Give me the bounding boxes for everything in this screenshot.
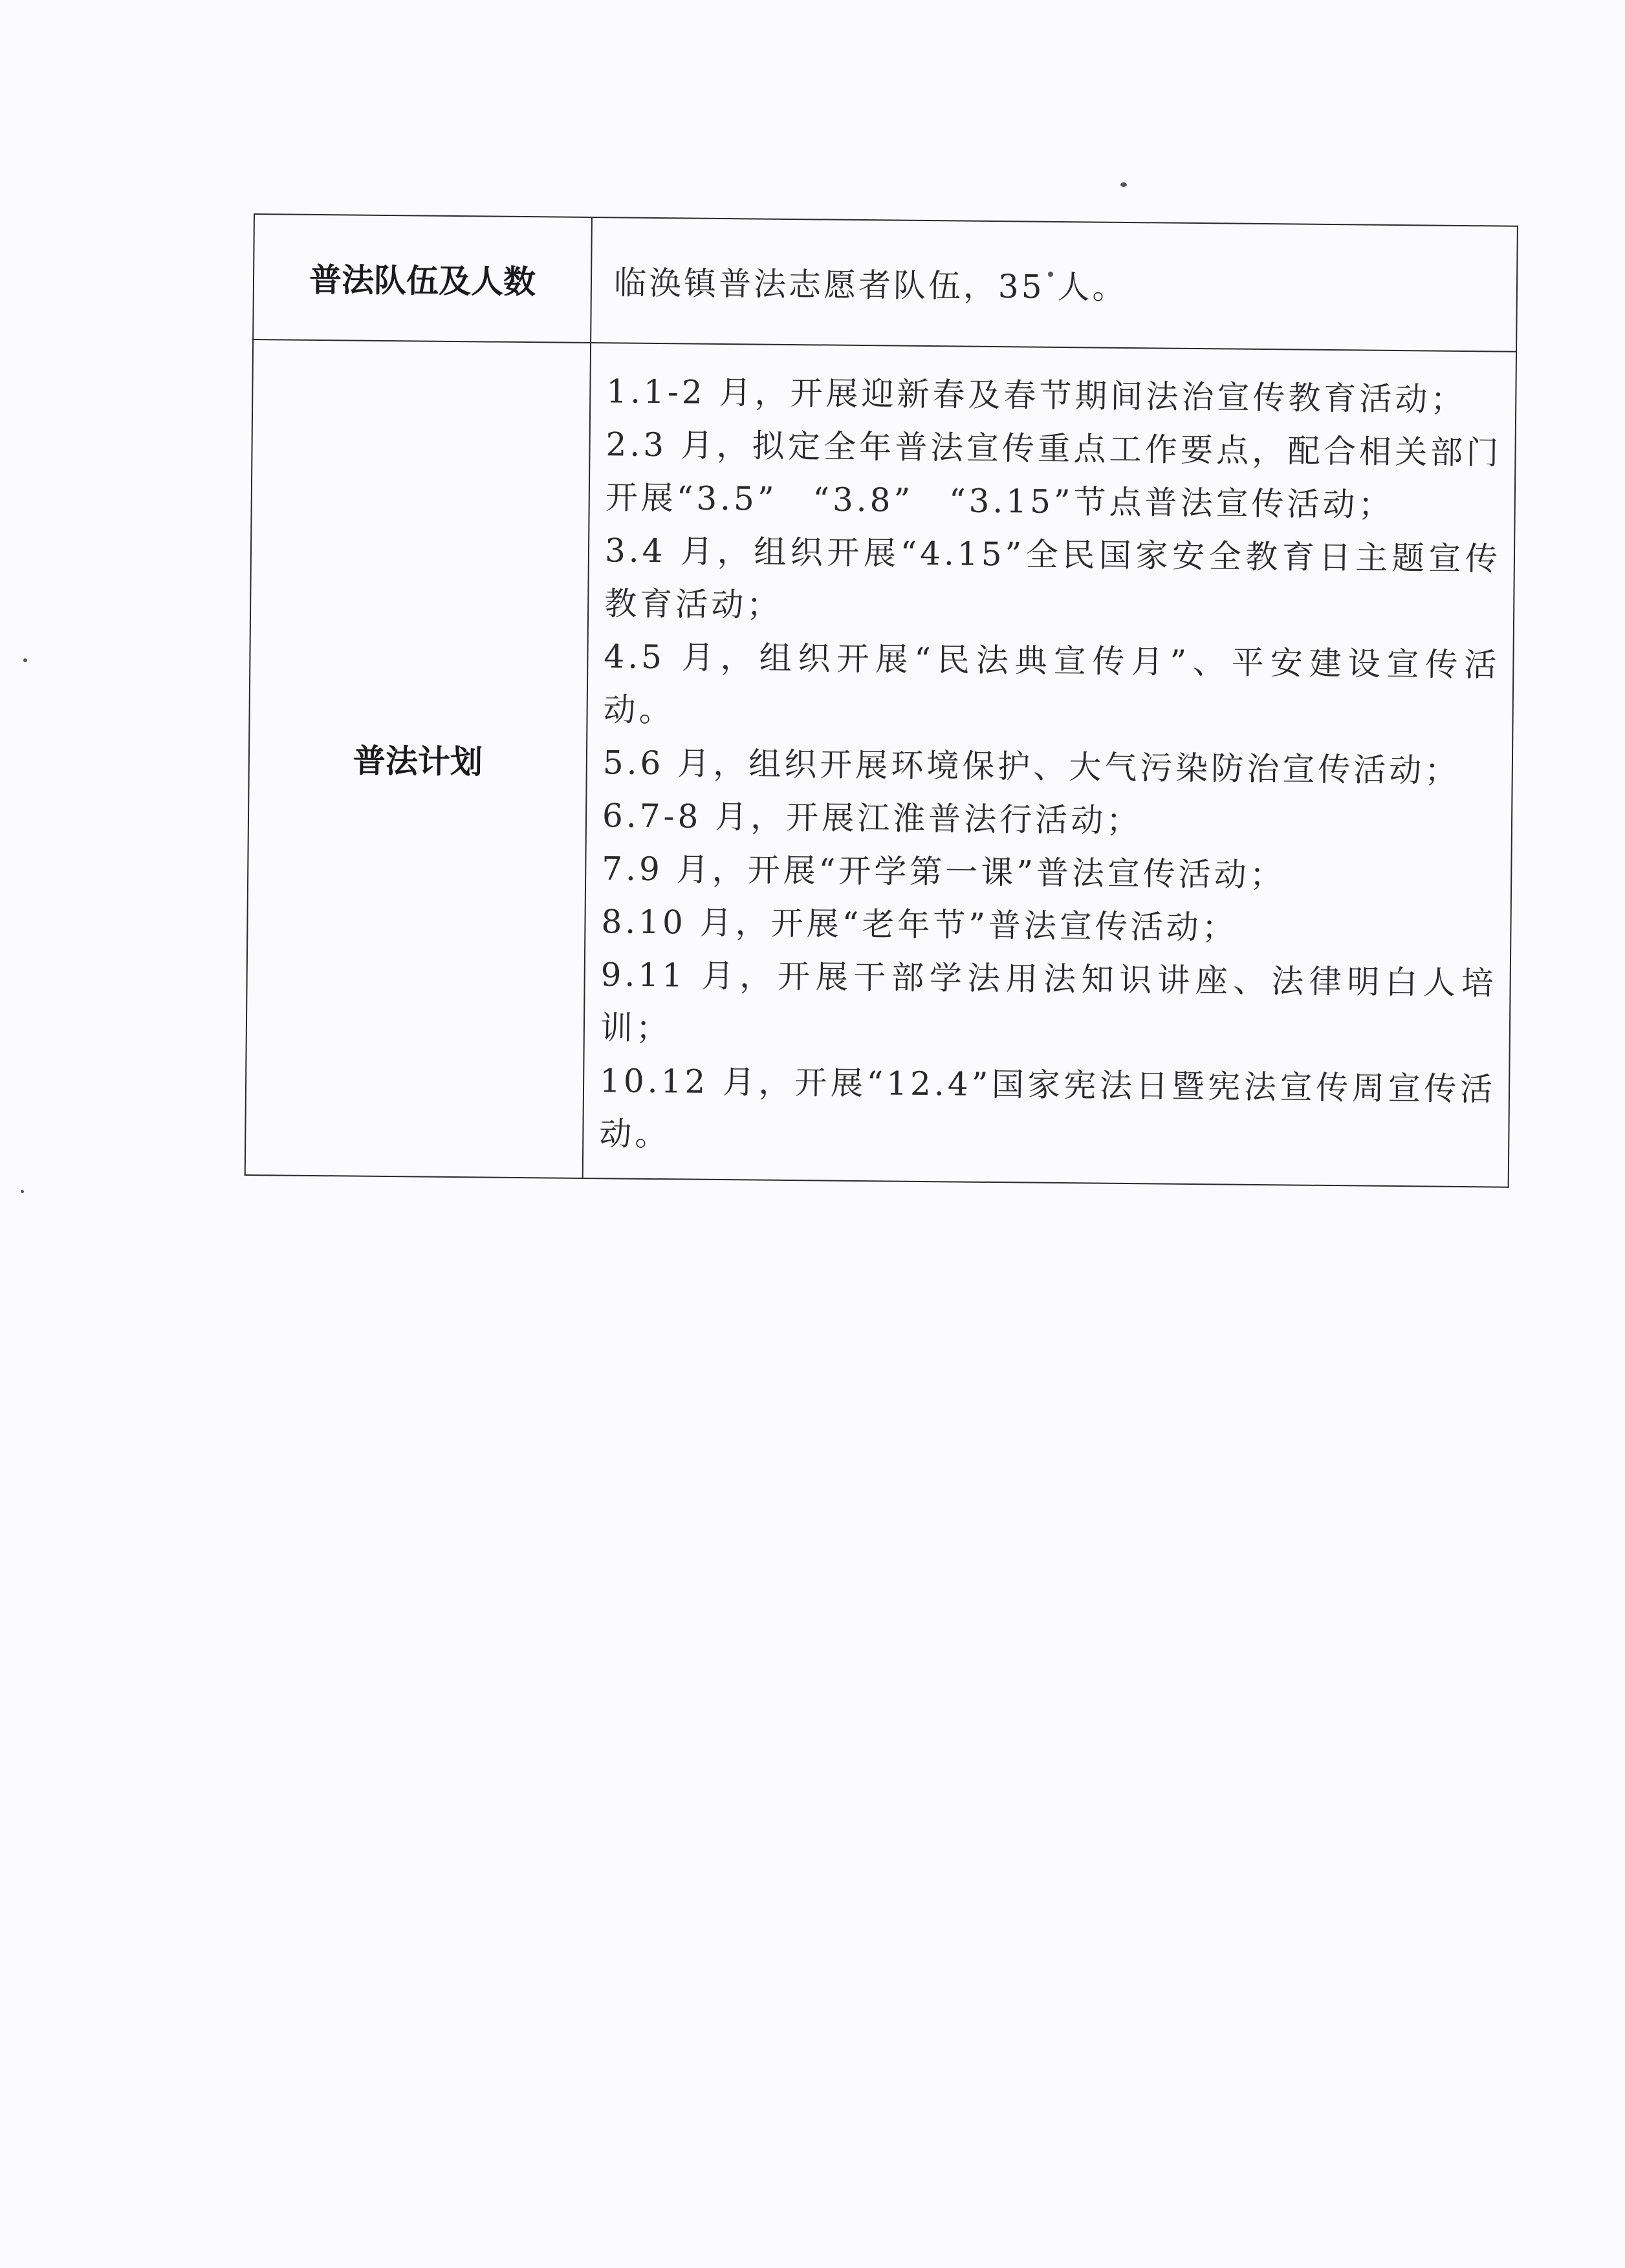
plan-item: 1.1-2 月，开展迎新春及春节期间法治宣传教育活动；	[606, 373, 1467, 419]
table-row-plan	[245, 340, 1516, 1187]
plan-item: 4.5 月，组织开展“民法典宣传月”、平安建设宣传活动。	[603, 638, 1500, 729]
plan-item: 10.12 月，开展“12.4”国家宪法日暨宪法宣传周宣传活动。	[599, 1062, 1496, 1154]
plan-label-cell	[245, 340, 591, 1178]
team-label-cell	[253, 214, 592, 343]
plan-item: 8.10 月，开展“老年节”普法宣传活动；	[601, 903, 1238, 947]
team-value: 临涣镇普法志愿者队伍，35 人。	[613, 264, 1128, 307]
legal-publicity-table	[245, 213, 1518, 1188]
plan-list	[583, 348, 1516, 1182]
scan-speck	[21, 1190, 24, 1193]
table-row-team	[253, 214, 1518, 352]
plan-item: 9.11 月，开展干部学法用法知识讲座、法律明白人培训；	[600, 956, 1497, 1048]
scan-speck	[23, 658, 27, 662]
plan-item: 2.3 月，拟定全年普法宣传重点工作要点，配合相关部门开展“3.5” “3.8” “3.15”节点普法宣传活动；	[605, 426, 1502, 524]
plan-item: 5.6 月，组织开展环境保护、大气污染防治宣传活动；	[602, 744, 1461, 790]
team-label: 普法队伍及人数	[309, 261, 536, 301]
team-value-cell	[591, 217, 1518, 352]
plan-item: 3.4 月，组织开展“4.15”全民国家安全教育日主题宣传教育活动；	[604, 532, 1501, 624]
plan-item: 6.7-8 月，开展江淮普法行活动；	[602, 797, 1142, 840]
scan-speck	[1120, 182, 1127, 187]
plan-item: 7.9 月，开展“开学第一课”普法宣传活动；	[602, 850, 1286, 894]
plan-label: 普法计划	[353, 742, 483, 781]
plan-value-cell	[583, 343, 1516, 1187]
